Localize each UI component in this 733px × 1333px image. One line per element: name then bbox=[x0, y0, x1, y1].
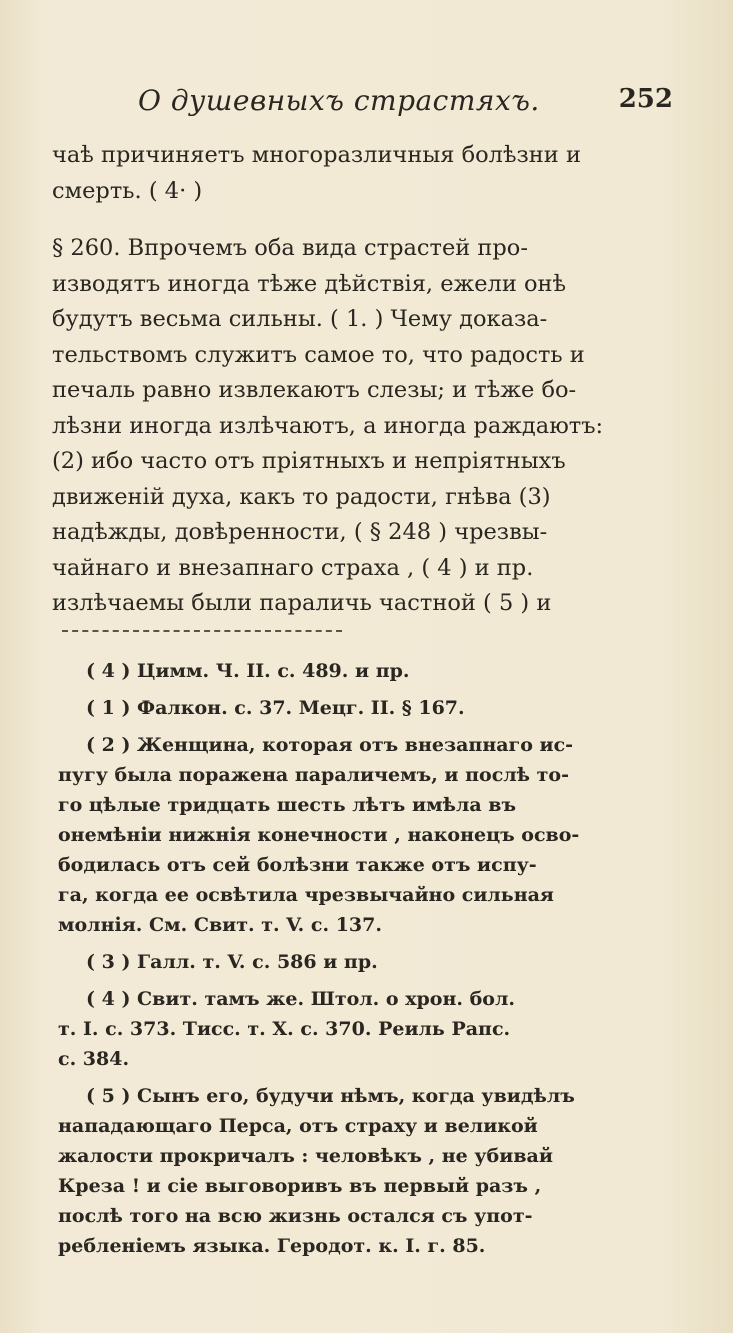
text-line: надѣжды, довѣренности, ( § 248 ) чрезвы- bbox=[52, 519, 548, 545]
footnote-line: нападающаго Перса, отъ страху и великой bbox=[58, 1115, 538, 1137]
footnote bbox=[58, 947, 673, 977]
footnotes bbox=[58, 656, 673, 1268]
text-line: движеній духа, какъ то радости, гнѣва (3) bbox=[52, 483, 551, 510]
footnote-line: го цѣлые тридцать шесть лѣтъ имѣла въ bbox=[58, 794, 517, 816]
footnote-line: ( 4 ) Цимм. Ч. II. с. 489. и пр. bbox=[86, 660, 410, 682]
footnote-line: ( 2 ) Женщина, которая отъ внезапнаго ис- bbox=[86, 734, 574, 756]
page-header bbox=[138, 84, 673, 128]
footnote bbox=[58, 984, 673, 1074]
footnote-line: бодилась отъ сей болѣзни также отъ испу- bbox=[58, 854, 537, 876]
footnote bbox=[58, 730, 673, 940]
footnote-line: Креза ! и сіе выговоривъ въ первый разъ , bbox=[58, 1175, 542, 1197]
paragraph-gap bbox=[52, 209, 672, 231]
text-line: лѣзни иногда излѣчаютъ, а иногда раждаютъ: bbox=[52, 412, 604, 439]
footnote bbox=[58, 693, 673, 723]
running-head: О душевныхъ страстяхъ. bbox=[138, 84, 540, 117]
text-line: смерть. ( 4· ) bbox=[52, 177, 203, 204]
footnote-line: с. 384. bbox=[58, 1048, 130, 1070]
text-line: § 260. Впрочемъ оба вида страстей про- bbox=[52, 235, 528, 261]
page-number: 252 bbox=[618, 84, 673, 114]
footnote-line: ( 1 ) Фалкон. с. 37. Мецг. II. § 167. bbox=[86, 697, 465, 719]
text-line: будутъ весьма сильны. ( 1. ) Чему доказа- bbox=[52, 306, 548, 332]
footnote-line: ( 3 ) Галл. т. V. с. 586 и пр. bbox=[86, 951, 378, 973]
footnote-line: ( 5 ) Сынъ его, будучи нѣмъ, когда увидѣлъ bbox=[86, 1085, 575, 1107]
footnote-line: ребленіемъ языка. Геродот. к. I. г. 85. bbox=[58, 1235, 486, 1257]
footnote-line: т. I. с. 373. Тисс. т. X. с. 370. Реиль Рапс. bbox=[58, 1018, 511, 1040]
footnote-line: га, когда ее освѣтила чрезвычайно сильная bbox=[58, 884, 554, 906]
text-line: изводятъ иногда тѣже дѣйствія, ежели онѣ bbox=[52, 270, 567, 297]
text-line: (2) ибо часто отъ пріятныхъ и непріятныхъ bbox=[52, 448, 566, 474]
footnote-line: молнія. См. Свит. т. V. с. 137. bbox=[58, 914, 382, 936]
footnote-line: онемѣніи нижнія конечности , наконецъ осво- bbox=[58, 824, 580, 846]
text-line: чайнаго и внезапнаго страха , ( 4 ) и пр. bbox=[52, 554, 534, 581]
footnote-divider bbox=[62, 630, 342, 632]
text-line: чаѣ причиняетъ многоразличныя болѣзни и bbox=[52, 142, 581, 168]
text-line: излѣчаемы были параличь частной ( 5 ) и bbox=[52, 590, 552, 616]
footnote-line: пугу была поражена параличемъ, и послѣ то- bbox=[58, 764, 569, 786]
footnote-line: ( 4 ) Свит. тамъ же. Штол. о хрон. бол. bbox=[86, 988, 515, 1010]
footnote-line: жалости прокричалъ : человѣкъ , не убивай bbox=[58, 1145, 553, 1167]
main-text bbox=[52, 138, 672, 622]
footnote bbox=[58, 656, 673, 686]
footnote-line: послѣ того на всю жизнь остался съ упот- bbox=[58, 1205, 533, 1227]
footnote bbox=[58, 1081, 673, 1261]
text-line: тельствомъ служитъ самое то, что радость и bbox=[52, 341, 585, 368]
text-line: печаль равно извлекаютъ слезы; и тѣже бо- bbox=[52, 377, 577, 403]
